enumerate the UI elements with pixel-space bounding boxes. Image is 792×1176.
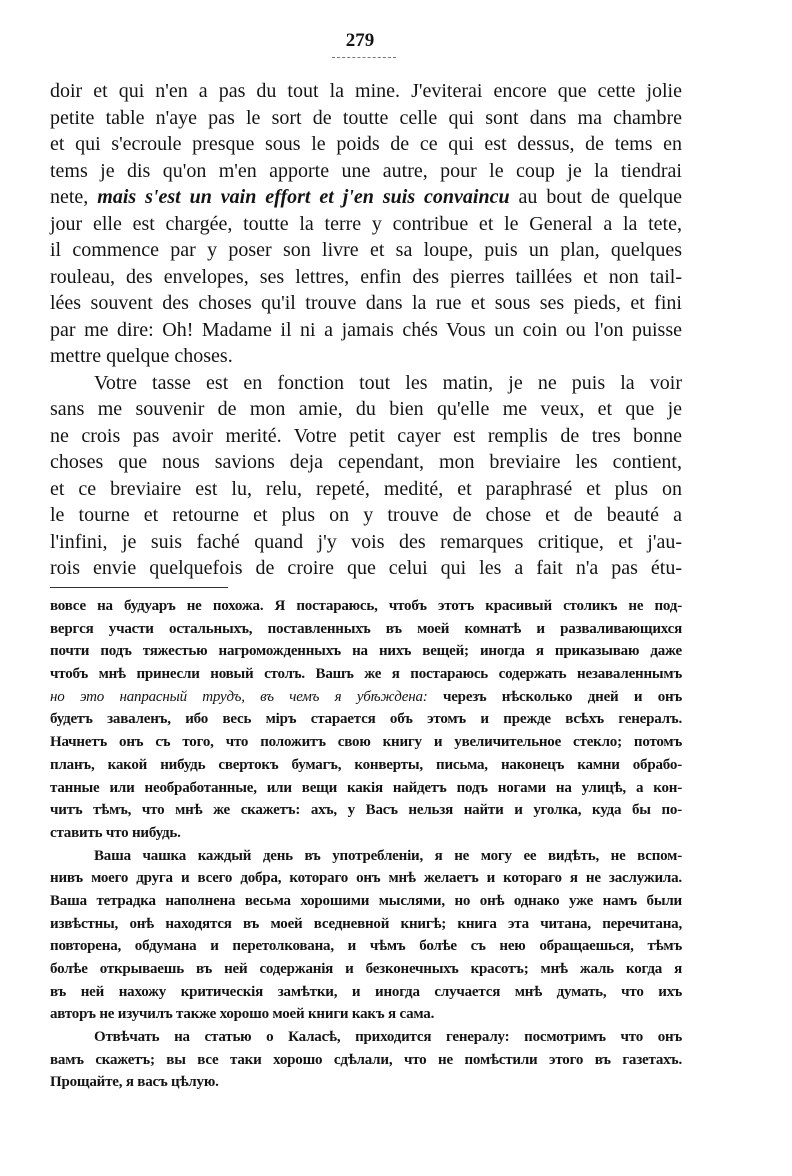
text-segment: читъ тѣмъ, что мнѣ же скажетъ: ахъ, у Васъ нельзя найти и уголка, куда бы по-: [50, 802, 682, 819]
text-line: [50, 754, 682, 777]
text-segment: petite table n'aye pas le sort de toutte celle qui sont dans ma chambre: [50, 106, 682, 129]
text-segment: вергся участи остальныхъ, поставленныхъ въ моей комнатѣ и разваливающихся: [50, 620, 682, 637]
text-segment: il commence par y poser son livre et sa loupe, puis un plan, quelques: [50, 239, 682, 261]
text-segment: планъ, какой нибудь свертокъ бумагъ, конверты, письма, наконецъ камни обрабо-: [50, 756, 682, 773]
text-line: [50, 935, 682, 958]
text-line: [50, 799, 682, 822]
text-line: [50, 731, 682, 754]
text-line: [50, 867, 682, 890]
text-segment: повторена, обдумана и перетолкована, и чѣмъ болѣе съ нею обращаешься, тѣмъ: [50, 938, 682, 955]
page-number-rule: [332, 57, 396, 58]
text-line: [50, 595, 682, 618]
text-segment: Отвѣчать на статью о Каласѣ, приходится генералу: посмотримъ что онъ: [94, 1029, 682, 1046]
text-line: [50, 370, 682, 397]
text-segment: lées souvent des choses qu'il trouve dans la rue et sous ses pieds, et fini: [50, 292, 682, 314]
text-line: [50, 663, 682, 686]
text-segment: Ваша тетрадка наполнена весьма хорошими мыслями, но онѣ однако уже намъ были: [50, 892, 682, 909]
text-line: [50, 618, 682, 641]
text-line: [50, 343, 682, 370]
italic-text: но это напрасный трудъ, въ чемъ я убѣждена:: [50, 688, 428, 705]
text-line: [50, 529, 682, 556]
text-segment: sans me souvenir de mon amie, du bien qu'elle me veux, et que je: [50, 398, 682, 420]
text-segment: вовсе на будуаръ не похожа. Я постараюсь, чтобъ этотъ красивый столикъ не под-: [50, 598, 682, 614]
text-line: [50, 131, 682, 158]
text-segment: чтобъ мнѣ принесли новый столъ. Вашъ же я постараюсь содержать незаваленнымъ: [50, 666, 682, 683]
text-segment: le tourne et retourne et plus on y trouve de chose et de beauté a: [50, 504, 682, 526]
text-line: [50, 708, 682, 731]
text-segment: mettre quelque choses.: [50, 345, 233, 367]
text-line: [50, 105, 682, 132]
text-line: [50, 476, 682, 503]
text-line: [50, 981, 682, 1004]
text-line: [50, 502, 682, 529]
text-segment: et qui s'ecroule presque sous le poids de ce qui est dessus, de tems en: [50, 133, 682, 155]
text-segment: извѣстны, онѣ находятся въ моей вседневной книгѣ; книга эта читана, перечитана,: [50, 915, 682, 932]
text-line: [50, 317, 682, 344]
text-line: [50, 78, 682, 105]
footnote-divider: [50, 587, 228, 588]
text-segment: doir et qui n'en a pas du tout la mine. J'eviterai encore que cette jolie: [50, 80, 682, 102]
text-segment: jour elle est chargée, toutte la terre y contribue et le General a la tete,: [50, 212, 682, 235]
text-segment: будетъ заваленъ, ибо весь міръ старается объ этомъ и прежде всѣхъ генералъ.: [50, 711, 682, 728]
text-line: [50, 958, 682, 981]
text-segment: au bout de quelque: [509, 186, 683, 208]
text-segment: болѣе открываешь въ ней содержанія и безконечныхъ красотъ; мнѣ жаль когда я: [50, 961, 682, 977]
text-line: [50, 913, 682, 936]
text-segment: l'infini, je suis faché quand j'y vois des remarques critique, et j'au-: [50, 530, 682, 553]
text-segment: Начнетъ онъ съ того, что положитъ свою книгу и увеличительное стекло; потомъ: [50, 734, 682, 751]
text-segment: ne crois pas avoir merité. Votre petit cayer est remplis de tres bonne: [50, 424, 682, 447]
text-segment: par me dire: Oh! Madame il ni a jamais chés Vous un coin ou l'on puisse: [50, 318, 682, 341]
text-segment: Прощайте, я васъ цѣлую.: [50, 1074, 219, 1091]
text-line: [50, 890, 682, 913]
text-line: [50, 845, 682, 868]
text-segment: танные или необработанные, или вещи какія найдетъ подъ ногами на улицѣ, а кон-: [50, 779, 682, 796]
text-line: [50, 449, 682, 476]
text-segment: tems je dis qu'on m'en apporte une autre, pour le coup je la tiendrai: [50, 159, 682, 182]
text-segment: ставить что нибудь.: [50, 824, 181, 841]
text-segment: choses que nous savions deja cependant, mon breviaire les contient,: [50, 451, 682, 473]
text-segment: nete,: [50, 186, 98, 208]
text-segment: et ce breviaire est lu, relu, repeté, medité, et paraphrasé et plus on: [50, 477, 682, 500]
russian-translation-footnote: [50, 595, 682, 1094]
text-segment: почти подъ тяжестью нагроможденныхъ на нихъ вещей; иногда я приказываю даже: [50, 643, 682, 660]
page-number: 279: [345, 30, 375, 51]
text-line: [50, 158, 682, 185]
text-line: [50, 777, 682, 800]
text-segment: въ ней нахожу критическія замѣтки, и иногда случается мнѣ думать, что ихъ: [50, 983, 682, 1000]
text-line: [50, 237, 682, 264]
text-segment: Ваша чашка каждый день въ употребленіи, я не могу ее видѣть, не вспом-: [94, 847, 682, 864]
text-line: [50, 1026, 682, 1049]
text-line: [50, 1003, 682, 1026]
text-line: [50, 264, 682, 291]
text-line: [50, 423, 682, 450]
text-segment: нивъ моего друга и всего добра, котораго онъ мнѣ желаетъ и котораго я не заслужила.: [50, 870, 682, 887]
text-segment: черезъ нѣсколько дней и онъ: [427, 688, 683, 705]
text-segment: Votre tasse est en fonction tout les matin, je ne puis la voir: [94, 371, 682, 394]
text-segment: rois envie quelquefois de croire que celui qui les a fait n'a pas étu-: [50, 557, 682, 579]
text-line: [50, 184, 682, 211]
text-segment: вамъ скажетъ; вы все таки хорошо сдѣлали, что не помѣстили этого въ газетахъ.: [50, 1051, 682, 1068]
french-main-text: [50, 78, 682, 582]
text-line: [50, 686, 682, 709]
text-line: [50, 822, 682, 845]
text-line: [50, 555, 682, 582]
text-segment: rouleau, des envelopes, ses lettres, enfin des pierres taillées et non tail-: [50, 265, 682, 288]
text-segment: авторъ не изучилъ также хорошо моей книги какъ я сама.: [50, 1006, 435, 1023]
text-line: [50, 1071, 682, 1094]
text-line: [50, 211, 682, 238]
italic-text: mais s'est un vain effort et j'en suis convaincu: [97, 186, 510, 208]
text-line: [50, 1049, 682, 1072]
text-line: [50, 396, 682, 423]
text-line: [50, 290, 682, 317]
text-line: [50, 640, 682, 663]
